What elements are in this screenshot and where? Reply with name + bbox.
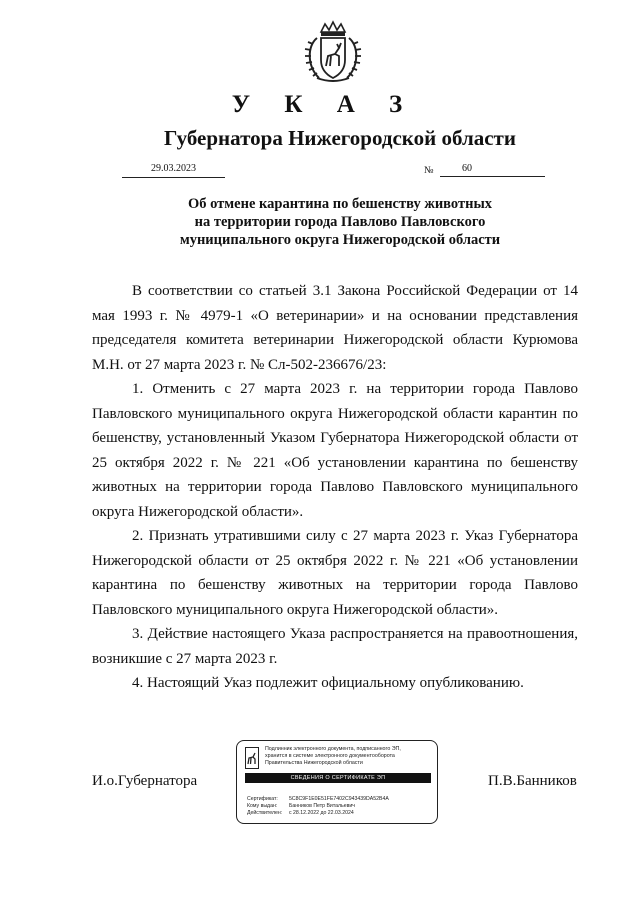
clause-2-paragraph: 2. Признать утратившими силу с 27 марта 2023 г. Указ Губернатора Нижегородской области от 25 октября 2022 г. № 221 «Об установлении карантина по бешенству животных на территории города Павлово Павловского муниципального округа Нижегородской области».: [92, 528, 578, 618]
validity-value: с 28.12.2022 до 22.03.2024: [289, 810, 354, 816]
validity-label: Действителен:: [247, 810, 283, 816]
certificate-label: Сертификат:: [247, 796, 278, 802]
owner-label: Кому выдан:: [247, 803, 278, 809]
clause-1-paragraph: 1. Отменить с 27 марта 2023 г. на территории города Павлово Павловского муниципального округа Нижегородской области карантин по бешенству, установленный Указом Губернатора Нижегородской области от 25 октября 2022 г. № 221 «Об установлении карантина по бешенству животных на территории города Павлово Павловского муниципального округа Нижегородской области».: [92, 381, 578, 520]
number-label: №: [424, 165, 434, 176]
document-type-title: У К А З: [231, 91, 417, 118]
validity-row: [247, 810, 354, 817]
subject-line: муниципального округа Нижегородской области: [179, 232, 501, 248]
document-body: [92, 279, 578, 696]
preamble-paragraph: В соответствии со статьей 3.1 Закона Российской Федерации от 14 мая 1993 г. № 4979-1 «О ветеринарии» и на основании представления председателя комитета ветеринарии Нижегородской области Курюмова М.Н. от 27 марта 2023 г. № Сл-502-236676/23:: [92, 283, 578, 373]
e-signature-stamp: [236, 740, 438, 824]
stamp-header: [265, 746, 433, 767]
signatory-position: И.о.Губернатора: [92, 773, 198, 789]
stamp-header-line: Правительства Нижегородской области: [265, 760, 363, 766]
certificate-info-bar: СВЕДЕНИЯ О СЕРТИФИКАТЕ ЭП: [245, 773, 431, 783]
certificate-value: 5C8C9F1E0E51FE7402C943439DA52B4A: [289, 796, 389, 802]
issuer-title: Губернатора Нижегородской области: [164, 126, 516, 150]
document-number: 60: [440, 163, 545, 177]
document-date: 29.03.2023: [122, 163, 225, 178]
coat-of-arms-icon: [299, 18, 367, 86]
stamp-header-line: хранится в системе электронного документооборота: [265, 753, 395, 759]
clause-4-paragraph: 4. Настоящий Указ подлежит официальному опубликованию.: [132, 675, 524, 691]
owner-row: [247, 803, 355, 810]
certificate-row: [247, 796, 389, 803]
signatory-name: П.В.Банников: [488, 773, 577, 789]
stamp-header-line: Подлинник электронного документа, подписанного ЭП,: [265, 746, 401, 752]
owner-value: Банников Петр Витальевич: [289, 803, 356, 809]
deer-logo-icon: [245, 747, 259, 769]
subject-line: Об отмене карантина по бешенству животных: [187, 196, 493, 212]
document-subject: [120, 195, 560, 249]
subject-line: на территории города Павлово Павловского: [194, 214, 486, 230]
clause-3-paragraph: 3. Действие настоящего Указа распространяется на правоотношения, возникшие с 27 марта 2023 г.: [92, 626, 578, 667]
